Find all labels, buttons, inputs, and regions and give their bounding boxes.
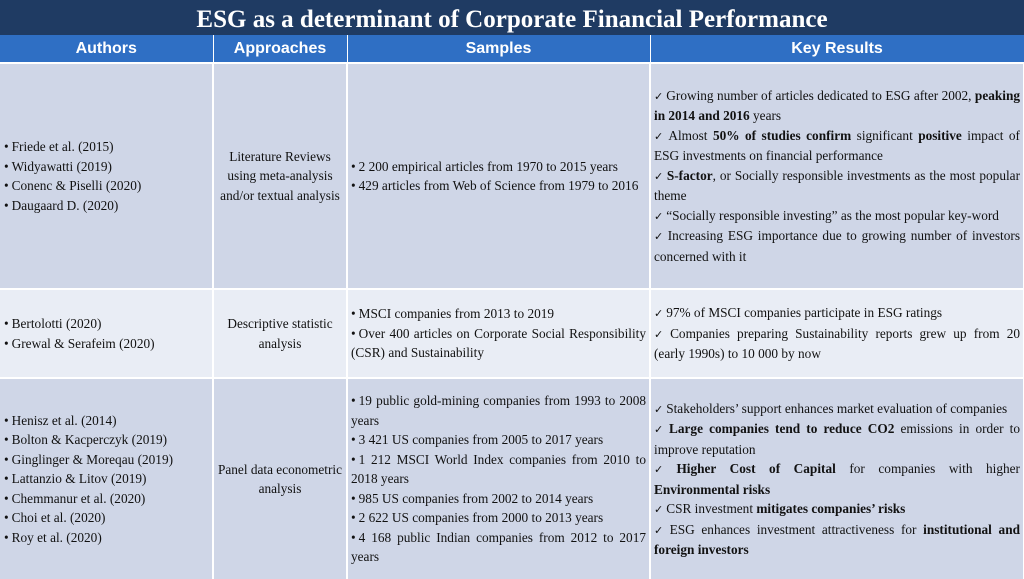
table-row [0, 378, 1024, 579]
author-item [4, 196, 209, 216]
sample-text: 429 articles from Web of Science from 1979 to 2016 [358, 178, 639, 193]
result-text: mitigates companies’ risks [756, 501, 906, 516]
author-name: Daugaard D. (2020) [11, 197, 119, 213]
authors-cell [0, 63, 213, 289]
checkmark-icon: ✓ [654, 423, 667, 436]
bullet-icon: • [351, 451, 356, 467]
checkmark-icon: ✓ [654, 169, 664, 183]
author-name: Lattanzio & Litov (2019) [11, 471, 147, 487]
author-name: Chemmanur et al. (2020) [11, 490, 146, 506]
bullet-icon: • [4, 178, 9, 193]
bullet-icon: • [4, 316, 9, 331]
sample-item [351, 391, 646, 430]
bullet-icon: • [351, 432, 356, 448]
result-text: ESG enhances investment attractiveness for [669, 521, 924, 537]
results-cell [650, 63, 1024, 289]
samples-cell [347, 378, 650, 579]
author-item [4, 334, 209, 354]
bullet-icon: • [351, 510, 356, 526]
author-item [4, 450, 209, 470]
results-cell [650, 289, 1024, 378]
bullet-icon: • [4, 412, 9, 428]
sample-item [351, 324, 646, 363]
result-text: Environmental risks [654, 481, 771, 497]
sample-item [351, 430, 646, 450]
title-bar [0, 0, 1024, 36]
result-item [654, 86, 1020, 126]
result-text: institutional and foreign investors [654, 521, 1020, 557]
author-item [4, 469, 209, 489]
bullet-icon: • [351, 529, 356, 545]
bullet-icon: • [351, 158, 356, 174]
sample-text: 2 200 empirical articles from 1970 to 2015 years [358, 158, 618, 174]
samples-cell [347, 63, 650, 289]
sample-item [351, 176, 646, 196]
bullet-icon: • [4, 197, 9, 213]
result-item [654, 399, 1020, 420]
checkmark-icon: ✓ [654, 230, 665, 244]
result-text: , or Socially responsible investments as the most popular theme [654, 167, 1021, 204]
bullet-icon: • [351, 178, 356, 193]
result-text: Companies preparing Sustainability reports grew up from 20 (early 1990s) to 10 000 by now [654, 325, 1021, 362]
bullet-icon: • [4, 139, 9, 154]
author-name: Ginglinger & Moreqau (2019) [11, 451, 174, 467]
author-item [4, 528, 209, 548]
bullet-icon: • [4, 510, 9, 526]
result-item [654, 126, 1020, 166]
result-text: Increasing ESG importance due to growing number of investors concerned with it [654, 228, 1021, 264]
sample-text: 19 public gold-mining companies from 1993 to 2008 years [351, 393, 646, 428]
result-text: Almost [668, 127, 713, 143]
result-item [654, 226, 1020, 266]
result-item [654, 303, 1020, 324]
checkmark-icon: ✓ [654, 402, 664, 416]
result-item [654, 520, 1020, 560]
result-text: emissions in order to improve reputation [654, 421, 1020, 457]
result-text: 97% of MSCI companies participate in ESG ratings [666, 305, 943, 321]
authors-cell [0, 289, 213, 378]
approach-cell: Descriptive statistic analysis [213, 289, 347, 378]
header-authors: Authors [0, 35, 213, 63]
bullet-icon: • [4, 529, 9, 545]
result-item [654, 206, 1020, 227]
author-item [4, 489, 209, 509]
bullet-icon: • [351, 393, 356, 409]
result-text: significant [851, 127, 919, 143]
result-item [654, 499, 1020, 520]
bullet-icon: • [4, 451, 9, 467]
checkmark-icon: ✓ [654, 327, 668, 341]
table-row [0, 63, 1024, 289]
result-text: Growing number of articles dedicated to ESG after 2002, [666, 87, 975, 103]
sample-item [351, 489, 646, 509]
author-name: Conenc & Piselli (2020) [11, 178, 142, 193]
header-samples: Samples [347, 35, 650, 63]
sample-text: MSCI companies from 2013 to 2019 [358, 306, 555, 322]
checkmark-icon: ✓ [654, 503, 664, 516]
result-item [654, 419, 1020, 459]
table-row [0, 289, 1024, 378]
result-text: “Socially responsible investing” as the most popular key-word [666, 207, 999, 223]
checkmark-icon: ✓ [654, 89, 664, 103]
author-name: Roy et al. (2020) [11, 529, 102, 545]
author-name: Widyawatti (2019) [11, 158, 112, 174]
author-item [4, 508, 209, 528]
result-text: positive [918, 127, 962, 143]
result-text: S-factor [666, 167, 713, 183]
result-text: Higher Cost of Capital [676, 461, 836, 476]
sample-item [351, 508, 646, 528]
sample-item [351, 450, 646, 489]
results-cell [650, 378, 1024, 579]
bullet-icon: • [351, 490, 356, 506]
checkmark-icon: ✓ [654, 129, 666, 143]
bullet-icon: • [351, 306, 356, 322]
bullet-icon: • [351, 325, 356, 341]
sample-text: 4 168 public Indian companies from 2012 to 2017 years [351, 529, 646, 565]
author-item [4, 314, 209, 334]
checkmark-icon: ✓ [654, 463, 674, 476]
sample-item [351, 157, 646, 177]
author-item [4, 157, 209, 177]
result-item [654, 166, 1020, 206]
bullet-icon: • [4, 471, 9, 487]
checkmark-icon: ✓ [654, 209, 664, 223]
author-name: Bertolotti (2020) [11, 316, 102, 331]
samples-cell [347, 289, 650, 378]
table-header-row [0, 35, 1024, 63]
author-name: Friede et al. (2015) [11, 139, 114, 154]
result-text: Large companies tend to reduce CO2 [669, 421, 895, 436]
approach-cell: Panel data econometric analysis [213, 378, 347, 579]
result-text: peaking in 2014 and 2016 [654, 87, 1021, 124]
result-text: for companies with higher [835, 461, 1020, 476]
esg-table [0, 35, 1024, 579]
slide-title: ESG as a determinant of Corporate Financial Performance [196, 6, 828, 33]
bullet-icon: • [4, 158, 9, 174]
result-text: CSR investment [666, 501, 757, 516]
approach-cell: Literature Reviews using meta-analysis and/or textual analysis [213, 63, 347, 289]
bullet-icon: • [4, 490, 9, 506]
sample-text: 1 212 MSCI World Index companies from 2010 to 2018 years [351, 451, 646, 487]
author-item [4, 411, 209, 431]
author-item [4, 176, 209, 196]
result-text: Stakeholders’ support enhances market evaluation of companies [666, 400, 1008, 416]
bullet-icon: • [4, 335, 9, 351]
result-text: impact of ESG investments on financial performance [654, 127, 1020, 164]
author-item [4, 430, 209, 450]
author-name: Grewal & Serafeim (2020) [11, 335, 155, 351]
checkmark-icon: ✓ [654, 523, 667, 537]
sample-text: 3 421 US companies from 2005 to 2017 years [358, 432, 604, 448]
sample-text: Over 400 articles on Corporate Social Responsibility (CSR) and Sustainability [351, 325, 646, 361]
sample-item [351, 528, 646, 567]
bullet-icon: • [4, 432, 9, 448]
result-item [654, 324, 1020, 364]
author-name: Choi et al. (2020) [11, 510, 106, 526]
header-approaches: Approaches [213, 35, 347, 63]
header-key-results: Key Results [650, 35, 1024, 63]
result-item [654, 459, 1020, 499]
authors-cell [0, 378, 213, 579]
author-name: Bolton & Kacperczyk (2019) [11, 432, 168, 448]
sample-text: 2 622 US companies from 2000 to 2013 years [358, 510, 604, 526]
result-text: 50% of studies confirm [712, 127, 852, 143]
result-text: years [749, 108, 782, 124]
checkmark-icon: ✓ [654, 307, 664, 321]
author-name: Henisz et al. (2014) [11, 412, 117, 428]
sample-text: 985 US companies from 2002 to 2014 years [358, 490, 594, 506]
author-item [4, 137, 209, 157]
sample-item [351, 304, 646, 324]
